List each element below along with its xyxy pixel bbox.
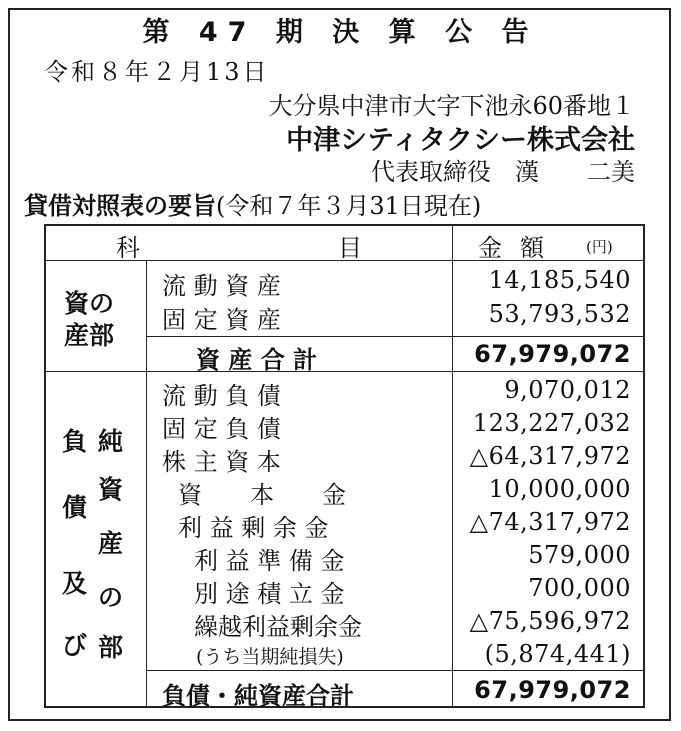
- liabilities-total-divider: [146, 670, 643, 671]
- balance-sheet-table: [44, 224, 645, 708]
- assets-total-value: 67,979,072: [474, 340, 631, 368]
- category-column-divider: [146, 260, 147, 706]
- company-address: 大分県中津市大字下池永60番地１: [268, 92, 635, 120]
- equity-row-label: 資 本 金: [178, 481, 346, 509]
- balance-sheet-title: [24, 186, 481, 221]
- asset-row-label: 流 動 資 産: [162, 272, 281, 300]
- balance-sheet-title-text: 貸借対照表の要旨: [24, 192, 216, 220]
- assets-category-line1: 資の: [64, 289, 115, 318]
- amount-column-divider: [452, 226, 453, 706]
- net-loss-value: (5,874,441): [484, 640, 631, 668]
- company-name: 中津シティタクシー株式会社: [286, 125, 635, 156]
- equity-row-value: 579,000: [528, 541, 631, 569]
- header-subject-2: 目: [338, 234, 362, 262]
- representative: 代表取締役 漢 二美: [371, 158, 635, 186]
- liability-row-value: 123,227,032: [472, 409, 631, 437]
- liab-cat-char: 資: [98, 475, 124, 504]
- liab-cat-char: 部: [98, 633, 124, 662]
- liab-cat-char: 純: [98, 427, 124, 456]
- assets-total-label: 資 産 合 計: [196, 346, 318, 374]
- header-subject-1: 科: [116, 234, 140, 262]
- equity-row-value: △75,596,972: [469, 607, 631, 635]
- equity-row-label: 繰越利益剰余金: [194, 613, 362, 641]
- header-unit: (円): [586, 238, 613, 256]
- liability-row-label: 流 動 負 債: [162, 382, 281, 410]
- equity-row-value: 10,000,000: [488, 475, 631, 503]
- liability-row-value: 9,070,012: [504, 376, 631, 404]
- equity-row-label: 別 途 積 立 金: [194, 580, 345, 608]
- notice-title: 第 47 期 決 算 公 告: [142, 17, 539, 48]
- equity-row-label: 利 益 剰 余 金: [178, 514, 329, 542]
- header-amount: 金額: [478, 234, 562, 262]
- table-header: [46, 226, 643, 261]
- equity-row-value: 700,000: [528, 574, 631, 602]
- notice-date: 令和８年２月13日: [44, 58, 270, 86]
- equity-row-value: △64,317,972: [469, 442, 631, 470]
- liabilities-total-value: 67,979,072: [474, 676, 631, 704]
- liab-cat-char: 及: [62, 569, 88, 598]
- asset-row-value: 53,793,532: [488, 300, 631, 328]
- liabilities-total-label: 負債・純資産合計: [162, 682, 354, 710]
- asset-row-value: 14,185,540: [488, 266, 631, 294]
- liab-cat-char: 債: [62, 493, 88, 522]
- asset-row-label: 固 定 資 産: [162, 306, 281, 334]
- equity-row-value: △74,317,972: [469, 508, 631, 536]
- section-divider: [46, 371, 643, 372]
- liab-cat-char: び: [62, 631, 88, 660]
- liab-cat-char: 産: [98, 529, 124, 558]
- assets-category-line2: 産部: [64, 321, 115, 350]
- equity-row-label: 利 益 準 備 金: [194, 547, 345, 575]
- assets-total-divider: [146, 336, 643, 337]
- equity-row-label: 株 主 資 本: [162, 448, 281, 476]
- net-loss-label: (うち当期純損失): [196, 646, 344, 668]
- liab-cat-char: の: [98, 583, 124, 612]
- liab-cat-char: 負: [62, 427, 88, 456]
- liability-row-label: 固 定 負 債: [162, 415, 281, 443]
- balance-sheet-period: (令和７年３月31日現在): [216, 192, 482, 220]
